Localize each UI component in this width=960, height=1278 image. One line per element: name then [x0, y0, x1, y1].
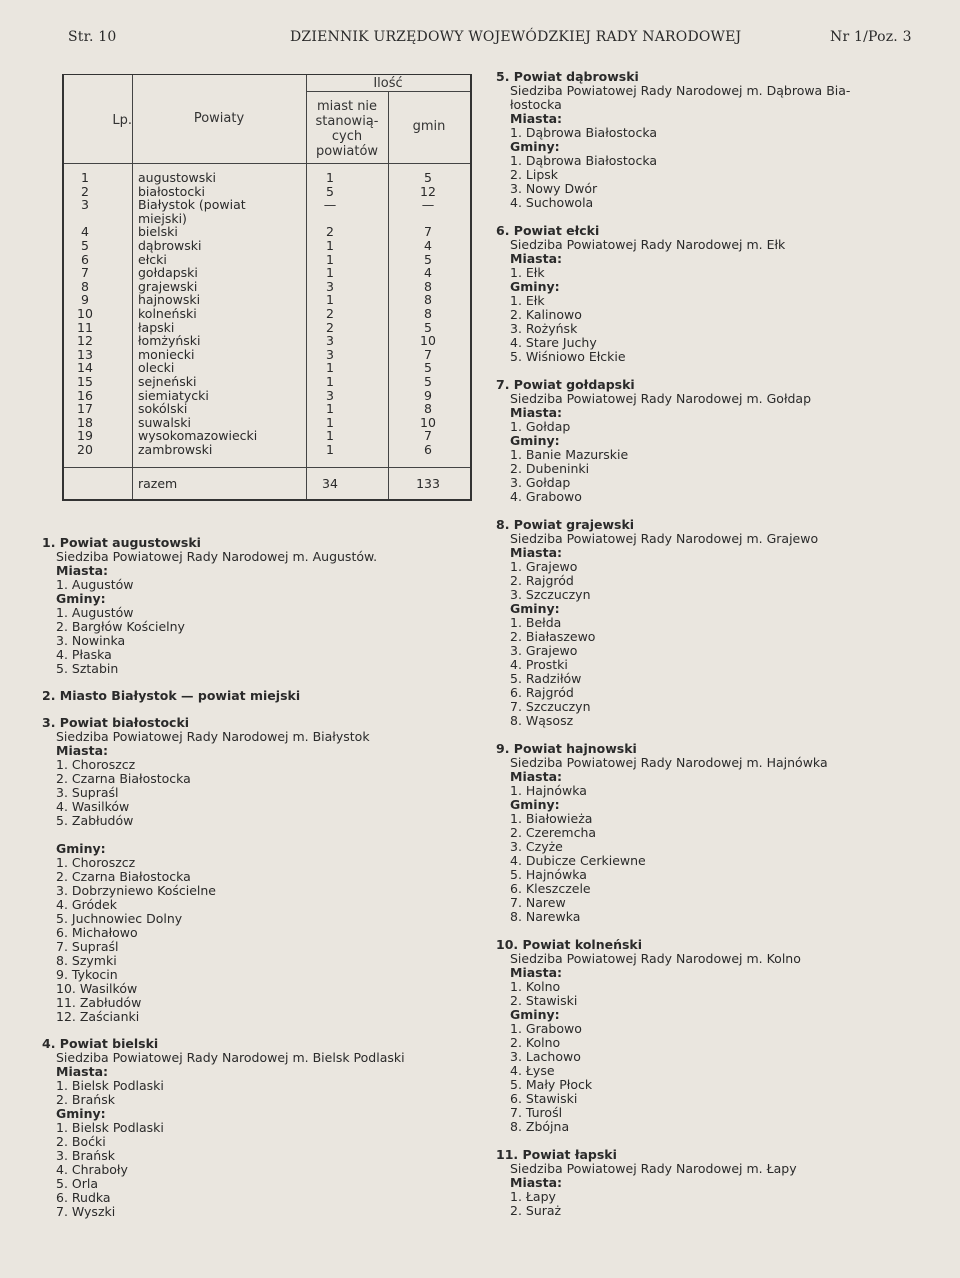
district-section: [496, 223, 930, 364]
row-lp: 17: [77, 401, 93, 417]
row-miast: 1: [326, 360, 334, 376]
section-line: 1. Augustów: [56, 577, 134, 592]
section-line: 3. Nowy Dwór: [510, 181, 598, 196]
section-heading: 10. Powiat kolneński: [496, 937, 643, 952]
section-line: 2. Białaszewo: [510, 629, 596, 644]
section-heading: 5. Powiat dąbrowski: [496, 69, 639, 84]
section-line: 4. Wasilków: [56, 799, 130, 814]
row-lp: 18: [77, 414, 93, 430]
row-miast: 1: [326, 292, 334, 308]
section-line: 2. Bargłów Kościelny: [56, 619, 185, 634]
journal-title: DZIENNIK URZĘDOWY WOJEWÓDZKIEJ RADY NARODOWEJ: [290, 29, 742, 45]
section-line: 5. Radziłów: [510, 671, 582, 686]
row-gmin: 8: [424, 278, 432, 294]
section-heading: 4. Powiat bielski: [42, 1036, 159, 1051]
section-line: 3. Rożyńsk: [510, 321, 578, 336]
section-line: 1. Choroszcz: [56, 855, 136, 870]
row-lp: 16: [77, 387, 93, 403]
table-row: [64, 389, 470, 403]
header-ilosc: Ilość: [373, 76, 403, 91]
section-line: 4. Płaska: [56, 647, 112, 662]
table-row: [64, 266, 470, 280]
section-line: 3. Nowinka: [56, 633, 126, 648]
section-line: Siedziba Powiatowej Rady Narodowej m. Hajnówka: [510, 755, 828, 770]
section-line: Miasta:: [56, 563, 109, 578]
section-line: Gminy:: [510, 797, 560, 812]
row-miast: 1: [326, 401, 334, 417]
section-line: 1. Bielsk Podlaski: [56, 1120, 164, 1135]
section-line: 1. Choroszcz: [56, 757, 136, 772]
table-row: [64, 212, 470, 226]
row-miast: 5: [326, 183, 334, 199]
row-name: sejneński: [138, 374, 197, 389]
table-row: [64, 334, 470, 348]
district-section: [42, 1036, 476, 1219]
table-row: [64, 375, 470, 389]
section-line: 3. Brańsk: [56, 1148, 115, 1163]
section-line: 6. Rajgród: [510, 685, 574, 700]
row-miast: 1: [326, 251, 334, 267]
section-line: 1. Banie Mazurskie: [510, 447, 629, 462]
section-line: 5. Wiśniowo Ełckie: [510, 349, 626, 364]
table-row: [64, 280, 470, 294]
row-gmin: 5: [424, 170, 432, 185]
section-line: Miasta:: [510, 769, 563, 784]
section-line: 6. Kleszczele: [510, 881, 591, 896]
row-miast: 2: [326, 306, 334, 321]
section-line: 4. Chraboły: [56, 1162, 128, 1177]
row-lp: 19: [77, 428, 93, 444]
section-line: 5. Juchnowiec Dolny: [56, 911, 183, 926]
section-line: 2. Kalinowo: [510, 307, 582, 322]
section-line: 1. Grabowo: [510, 1021, 582, 1036]
section-line: 1. Ełk: [510, 265, 545, 280]
section-line: Miasta:: [510, 1175, 563, 1190]
section-line: 9. Tykocin: [56, 967, 118, 982]
section-line: 4. Prostki: [510, 657, 568, 672]
row-name: bielski: [138, 224, 178, 240]
row-name: Białystok (powiat: [138, 197, 246, 213]
section-line: Miasta:: [510, 545, 563, 560]
table-row: [64, 185, 470, 199]
row-name: sokólski: [138, 401, 188, 417]
total-gmin: 133: [416, 476, 440, 491]
section-line: 2. Rajgród: [510, 573, 574, 588]
section-line: 4. Grabowo: [510, 489, 582, 504]
district-section: [42, 688, 476, 703]
row-miast: 3: [326, 333, 334, 349]
section-line: 3. Lachowo: [510, 1049, 581, 1064]
section-line: 4. Łyse: [510, 1063, 555, 1078]
section-line: 11. Zabłudów: [56, 995, 142, 1010]
row-gmin: 12: [420, 183, 436, 199]
section-line: 12. Zaścianki: [56, 1009, 140, 1024]
section-line: 3. Dobrzyniewo Kościelne: [56, 883, 216, 898]
row-gmin: 7: [424, 428, 432, 444]
row-miast: 3: [326, 387, 334, 403]
section-line: 8. Zbójna: [510, 1119, 570, 1134]
district-section: [42, 715, 476, 1024]
section-line: Gminy:: [510, 433, 560, 448]
section-line: Miasta:: [510, 405, 563, 420]
section-line: 8. Narewka: [510, 909, 581, 924]
table-total-row: [64, 477, 470, 491]
row-lp: 6: [81, 251, 89, 267]
row-gmin: 5: [424, 360, 432, 376]
row-name: miejski): [138, 210, 187, 226]
section-line: 1. Dąbrowa Białostocka: [510, 153, 658, 168]
page-number: Str. 10: [68, 29, 117, 45]
row-name: zambrowski: [138, 442, 213, 457]
district-section: [496, 937, 930, 1134]
row-name: olecki: [138, 360, 175, 376]
section-line: Siedziba Powiatowej Rady Narodowej m. Augustów.: [56, 549, 378, 564]
table-row: [64, 225, 470, 239]
row-gmin: 9: [424, 387, 432, 403]
row-lp: 10: [77, 306, 93, 321]
section-line: 5. Mały Płock: [510, 1077, 593, 1092]
section-line: Miasta:: [56, 743, 109, 758]
section-line: [56, 828, 476, 842]
table-row: [64, 321, 470, 335]
table-row: [64, 198, 470, 212]
section-line: łostocka: [510, 97, 562, 112]
district-section: [496, 1147, 930, 1218]
row-miast: 2: [326, 224, 334, 240]
section-line: Miasta:: [510, 251, 563, 266]
section-line: Gminy:: [510, 279, 560, 294]
row-miast: 1: [326, 170, 334, 185]
row-gmin: 6: [424, 442, 432, 457]
row-name: białostocki: [138, 183, 205, 199]
section-line: 1. Hajnówka: [510, 783, 587, 798]
row-miast: 1: [326, 442, 334, 457]
row-name: suwalski: [138, 414, 192, 430]
row-lp: 20: [77, 442, 93, 457]
row-miast: 1: [326, 428, 334, 444]
row-gmin: 5: [424, 251, 432, 267]
issue-number: Nr 1/Poz. 3: [830, 29, 912, 45]
row-gmin: 5: [424, 374, 432, 389]
section-line: 1. Grajewo: [510, 559, 578, 574]
table-row: [64, 253, 470, 267]
row-lp: 2: [81, 183, 89, 199]
section-line: 1. Kolno: [510, 979, 561, 994]
section-line: 3. Supraśl: [56, 785, 119, 800]
row-lp: 5: [81, 238, 89, 253]
row-gmin: —: [421, 197, 435, 213]
row-gmin: 8: [424, 306, 432, 321]
row-gmin: 8: [424, 292, 432, 308]
section-line: 2. Brańsk: [56, 1092, 115, 1107]
row-name: grajewski: [138, 278, 198, 294]
section-heading: 11. Powiat łapski: [496, 1147, 617, 1162]
row-miast: 1: [326, 374, 334, 389]
districts-table: [62, 74, 472, 501]
row-miast: —: [323, 197, 337, 213]
right-column: [496, 69, 930, 1218]
section-heading: 6. Powiat ełcki: [496, 223, 600, 238]
table-row: [64, 293, 470, 307]
row-name: łapski: [138, 319, 175, 335]
table-row: [64, 416, 470, 430]
row-name: augustowski: [138, 170, 216, 185]
section-heading: 8. Powiat grajewski: [496, 517, 635, 532]
table-row: [64, 361, 470, 375]
district-section: [496, 741, 930, 924]
section-line: 2. Lipsk: [510, 167, 559, 182]
section-line: Siedziba Powiatowej Rady Narodowej m. Bielsk Podlaski: [56, 1050, 405, 1065]
section-line: 4. Gródek: [56, 897, 117, 912]
row-lp: 12: [77, 333, 93, 349]
section-line: 7. Wyszki: [56, 1204, 116, 1219]
section-line: 2. Czarna Białostocka: [56, 869, 191, 884]
section-line: Gminy:: [56, 841, 106, 856]
section-line: 4. Suchowola: [510, 195, 594, 210]
row-name: gołdapski: [138, 265, 198, 281]
row-miast: 1: [326, 265, 334, 281]
row-name: moniecki: [138, 346, 195, 362]
section-line: 5. Orla: [56, 1176, 99, 1191]
section-line: 6. Rudka: [56, 1190, 111, 1205]
section-heading: 1. Powiat augustowski: [42, 535, 201, 550]
district-section: [496, 517, 930, 728]
section-line: 3. Grajewo: [510, 643, 578, 658]
section-line: Siedziba Powiatowej Rady Narodowej m. Białystok: [56, 729, 370, 744]
left-column: [42, 535, 476, 1219]
table-row: [64, 171, 470, 185]
row-miast: 3: [326, 278, 334, 294]
row-gmin: 4: [424, 265, 432, 281]
row-lp: 15: [77, 374, 93, 389]
section-line: Gminy:: [56, 1106, 106, 1121]
section-line: 10. Wasilków: [56, 981, 138, 996]
section-line: 5. Sztabin: [56, 661, 119, 676]
section-line: Siedziba Powiatowej Rady Narodowej m. Grajewo: [510, 531, 819, 546]
section-line: 1. Dąbrowa Białostocka: [510, 125, 658, 140]
section-line: 7. Szczuczyn: [510, 699, 591, 714]
row-miast: 1: [326, 238, 334, 253]
row-gmin: 4: [424, 238, 432, 253]
row-name: wysokomazowiecki: [138, 428, 258, 444]
row-miast: 2: [326, 319, 334, 335]
section-heading: 9. Powiat hajnowski: [496, 741, 637, 756]
section-line: Miasta:: [510, 111, 563, 126]
section-line: 4. Stare Juchy: [510, 335, 597, 350]
row-name: ełcki: [138, 251, 167, 267]
header-lp: Lp.: [112, 113, 132, 128]
section-line: 4. Dubicze Cerkiewne: [510, 853, 646, 868]
section-line: 6. Stawiski: [510, 1091, 578, 1106]
total-label: razem: [138, 476, 178, 491]
row-gmin: 8: [424, 401, 432, 417]
table-row: [64, 429, 470, 443]
row-lp: 7: [81, 265, 89, 281]
section-line: Gminy:: [510, 139, 560, 154]
row-name: siemiatycki: [138, 387, 209, 403]
row-lp: 11: [77, 319, 93, 335]
section-line: 1. Łapy: [510, 1189, 556, 1204]
section-line: 5. Hajnówka: [510, 867, 587, 882]
row-gmin: 5: [424, 319, 432, 335]
district-section: [496, 377, 930, 504]
row-miast: 1: [326, 414, 334, 430]
section-line: Gminy:: [510, 601, 560, 616]
table-row: [64, 307, 470, 321]
section-line: Miasta:: [56, 1064, 109, 1079]
section-line: Siedziba Powiatowej Rady Narodowej m. Kolno: [510, 951, 801, 966]
section-line: 1. Augustów: [56, 605, 134, 620]
section-line: 3. Czyże: [510, 839, 563, 854]
table-row: [64, 402, 470, 416]
section-line: Siedziba Powiatowej Rady Narodowej m. Ełk: [510, 237, 786, 252]
section-heading: 2. Miasto Białystok — powiat miejski: [42, 688, 301, 703]
section-line: 2. Stawiski: [510, 993, 578, 1008]
section-line: 5. Zabłudów: [56, 813, 134, 828]
row-lp: 8: [81, 278, 89, 294]
row-name: hajnowski: [138, 292, 201, 308]
row-lp: 13: [77, 346, 93, 362]
row-lp: 3: [81, 197, 89, 213]
section-line: 1. Białowieża: [510, 811, 593, 826]
section-line: 7. Supraśl: [56, 939, 119, 954]
section-line: 6. Michałowo: [56, 925, 138, 940]
table-row: [64, 348, 470, 362]
section-line: 7. Turośl: [510, 1105, 563, 1120]
row-name: dąbrowski: [138, 238, 202, 253]
section-line: Siedziba Powiatowej Rady Narodowej m. Dąbrowa Bia-: [510, 83, 851, 98]
row-gmin: 10: [420, 414, 436, 430]
row-gmin: 10: [420, 333, 436, 349]
section-line: 2. Czeremcha: [510, 825, 597, 840]
section-line: Gminy:: [56, 591, 106, 606]
table-row: [64, 443, 470, 457]
row-name: kolneński: [138, 306, 197, 321]
section-line: 1. Ełk: [510, 293, 545, 308]
row-lp: 14: [77, 360, 93, 376]
row-lp: 9: [81, 292, 89, 308]
header-miast: miast nie stanowią- cych powiatów: [315, 99, 379, 159]
section-line: 1. Bełda: [510, 615, 562, 630]
section-line: 1. Bielsk Podlaski: [56, 1078, 164, 1093]
total-miast: 34: [322, 476, 338, 491]
section-line: Siedziba Powiatowej Rady Narodowej m. Łapy: [510, 1161, 797, 1176]
section-line: Miasta:: [510, 965, 563, 980]
section-heading: 7. Powiat gołdapski: [496, 377, 635, 392]
row-lp: 4: [81, 224, 89, 240]
row-gmin: 7: [424, 346, 432, 362]
row-miast: 3: [326, 346, 334, 362]
section-line: 1. Gołdap: [510, 419, 571, 434]
district-section: [496, 69, 930, 210]
section-line: Gminy:: [510, 1007, 560, 1022]
section-line: 2. Kolno: [510, 1035, 561, 1050]
section-heading: 3. Powiat białostocki: [42, 715, 190, 730]
section-line: Siedziba Powiatowej Rady Narodowej m. Gołdap: [510, 391, 812, 406]
section-line: 7. Narew: [510, 895, 566, 910]
row-gmin: 7: [424, 224, 432, 240]
table-row: [64, 239, 470, 253]
section-line: 3. Szczuczyn: [510, 587, 591, 602]
section-line: 2. Boćki: [56, 1134, 106, 1149]
district-section: [42, 535, 476, 676]
section-line: 8. Wąsosz: [510, 713, 574, 728]
row-lp: 1: [81, 170, 89, 185]
section-line: 8. Szymki: [56, 953, 117, 968]
row-name: łomżyński: [138, 333, 201, 349]
section-line: 2. Czarna Białostocka: [56, 771, 191, 786]
header-powiaty: Powiaty: [193, 111, 245, 126]
section-line: 2. Suraż: [510, 1203, 562, 1218]
section-line: 2. Dubeninki: [510, 461, 590, 476]
section-line: 3. Gołdap: [510, 475, 571, 490]
header-gmin: gmin: [412, 119, 446, 134]
